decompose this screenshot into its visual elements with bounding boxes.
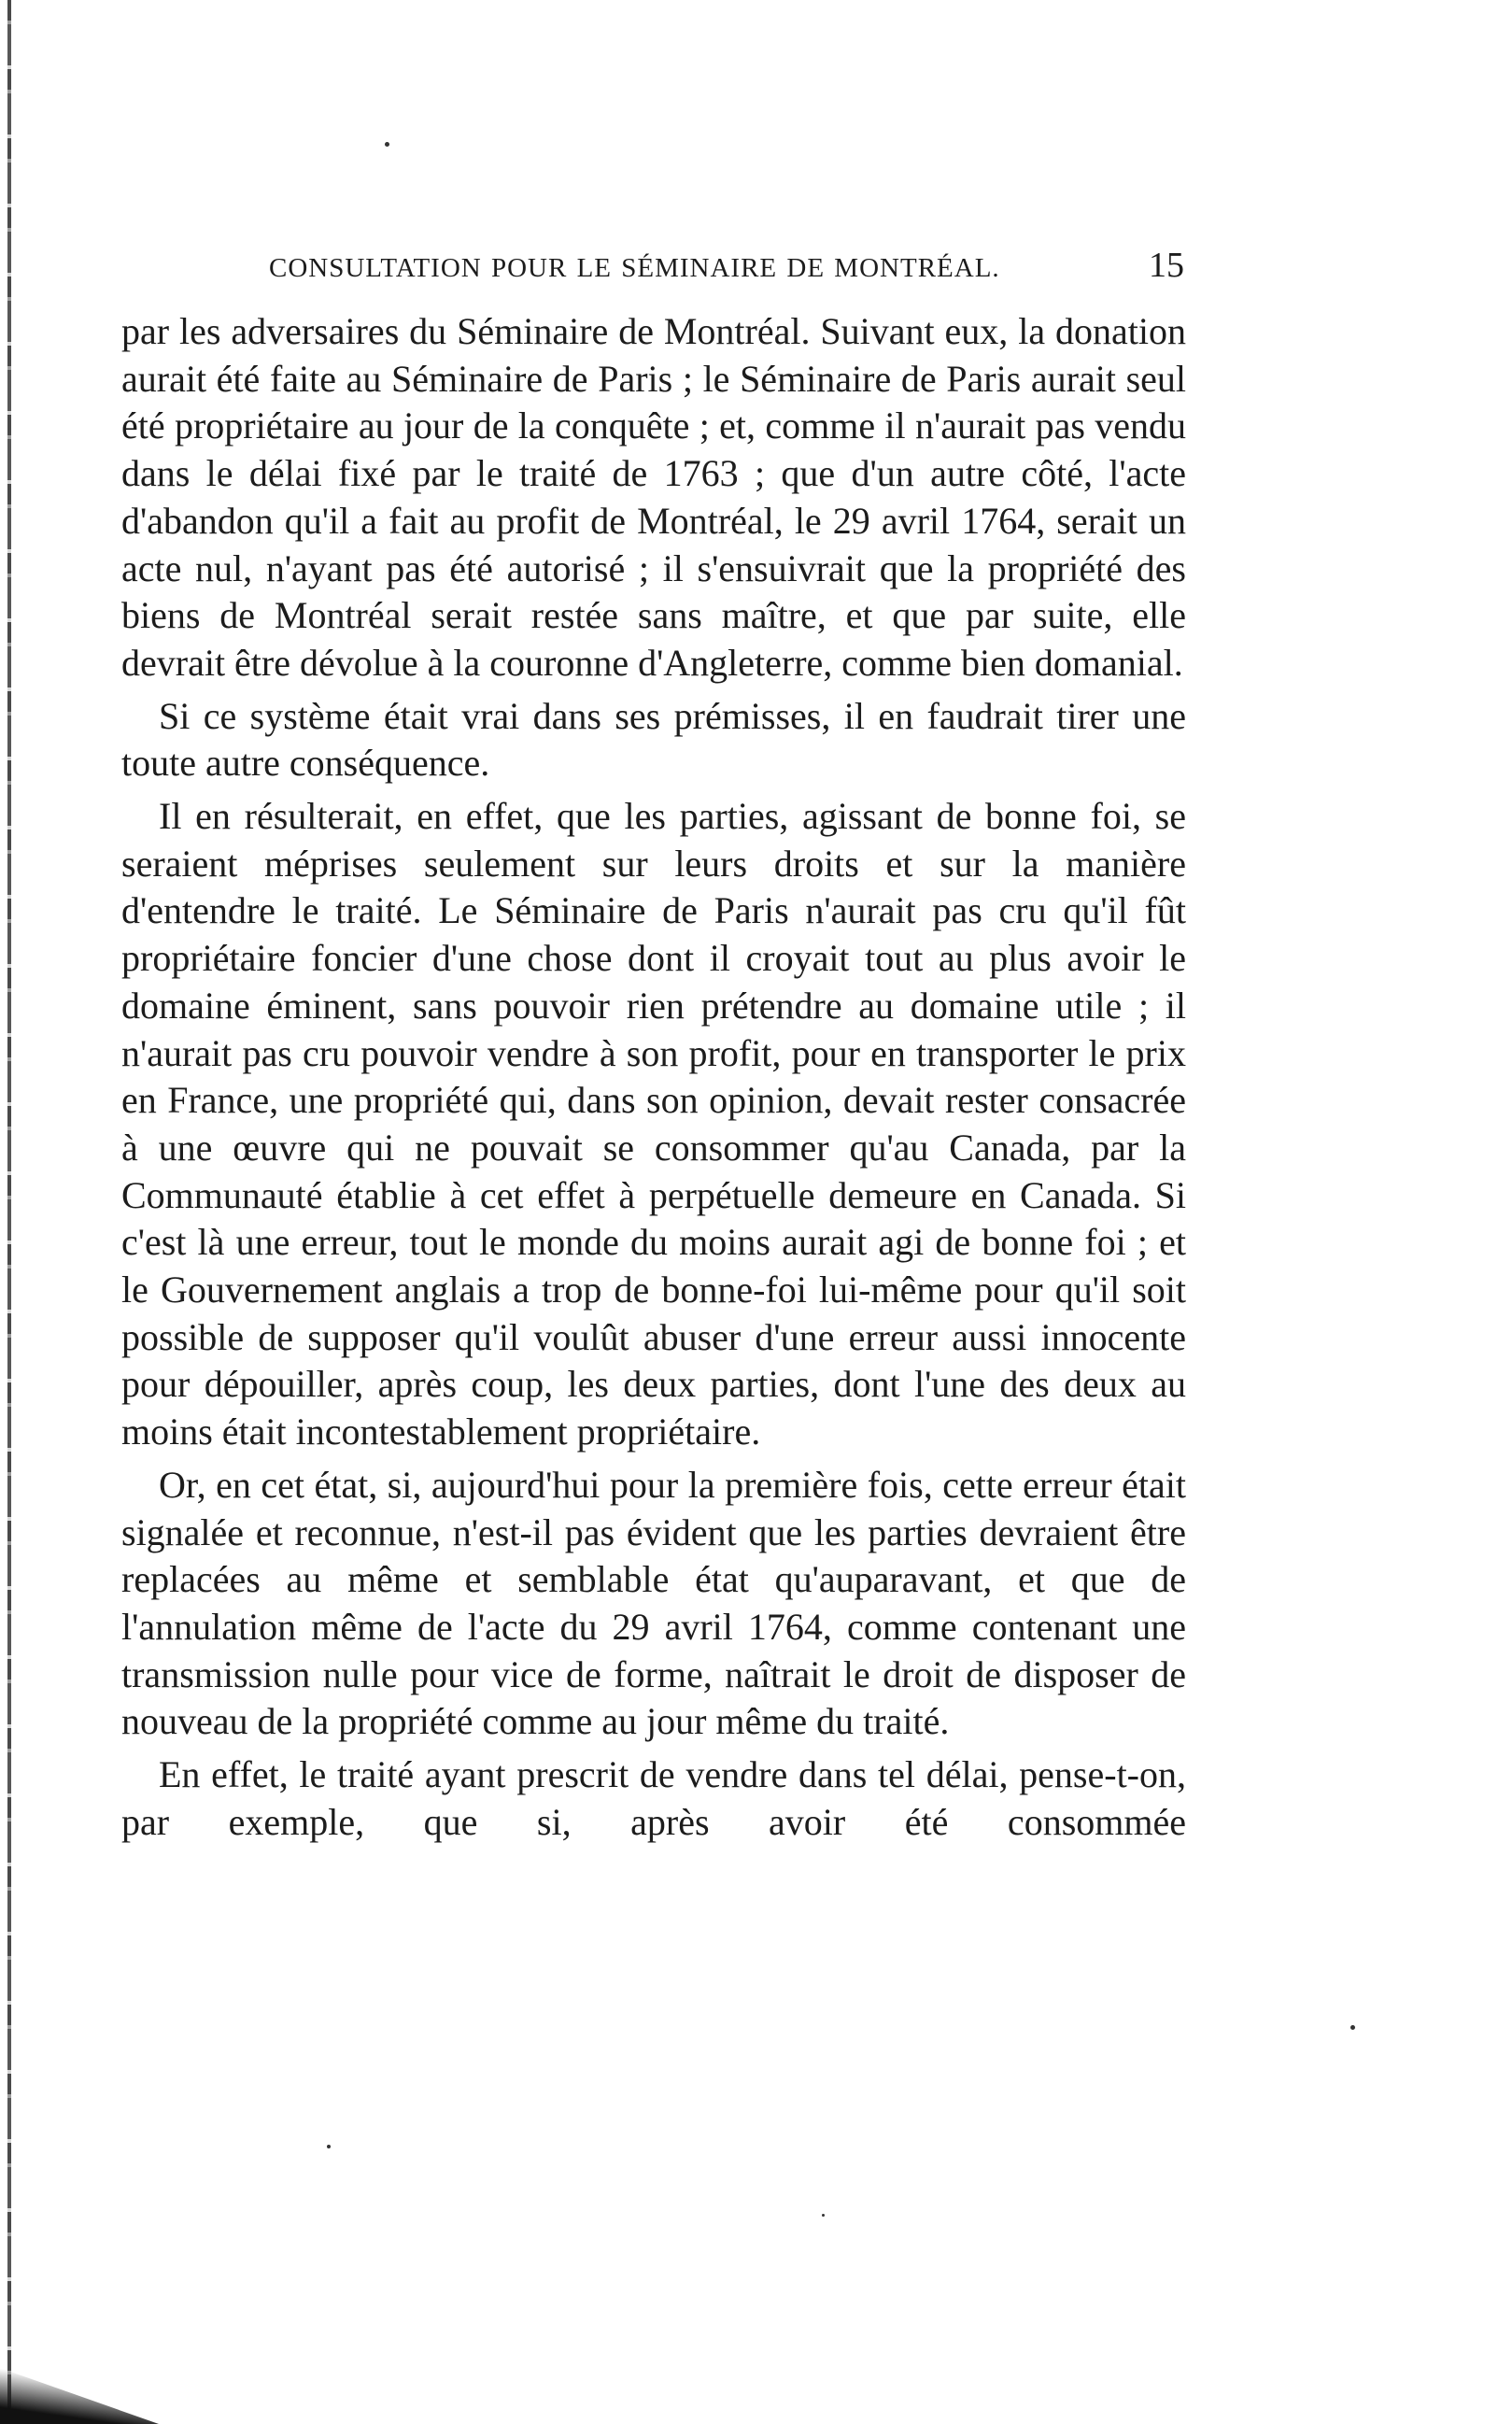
page-number: 15 xyxy=(1149,246,1184,285)
paragraph-2: Si ce système était vrai dans ses prémisses, il en faudrait tirer une toute autre conséquence. xyxy=(121,694,1186,785)
paragraph-1: par les adversaires du Séminaire de Montréal. Suivant eux, la donation aurait été faite au Séminaire de Paris ; le Séminaire de Paris aurait seul été propriétaire au jour de la conquête ; et, comme il n'aurait pas vendu dans le délai fixé par le traité de 1763 ; que d'un autre côté, l'acte d'abandon qu'il a fait au profit de Montréal, le 29 avril 1764, serait un acte nul, n'ayant pas été autorisé ; il s'ensuivrait que la propriété des biens de Montréal serait restée sans maître, et que par suite, elle devrait être dévolue à la couronne d'Angleterre, comme bien domanial. xyxy=(121,310,1186,684)
scan-corner-shadow xyxy=(0,2354,159,2424)
scan-speck xyxy=(385,142,389,147)
binding-edge xyxy=(7,0,11,2424)
body-text xyxy=(121,308,1186,1852)
scan-speck xyxy=(1350,2025,1355,2030)
paragraph-5: En effet, le traité ayant prescrit de vendre dans tel délai, pense-t-on, par exemple, que si, après avoir été consommée xyxy=(121,1753,1186,1843)
scan-speck xyxy=(327,2145,331,2148)
scan-speck xyxy=(822,2214,825,2217)
running-head: CONSULTATION POUR LE SÉMINAIRE DE MONTRÉAL. xyxy=(269,253,1000,283)
paragraph-3: Il en résulterait, en effet, que les parties, agissant de bonne foi, se seraient méprises seulement sur leurs droits et sur la manière d'entendre le traité. Le Séminaire de Paris n'aurait pas cru qu'il fût propriétaire foncier d'une chose dont il croyait tout au plus avoir le domaine éminent, sans pouvoir rien prétendre au domaine utile ; il n'aurait pas cru pouvoir vendre à son profit, pour en transporter le prix en France, une propriété qui, dans son opinion, devait rester consacrée à une œuvre qui ne pouvait se consommer qu'au Canada, par la Communauté établie à cet effet à perpétuelle demeure en Canada. Si c'est là une erreur, tout le monde du moins aurait agi de bonne foi ; et le Gouvernement anglais a trop de bonne-foi lui-même pour qu'il soit possible de supposer qu'il voulût abuser d'une erreur aussi innocente pour dépouiller, après coup, les deux parties, dont l'une des deux au moins était incontestablement propriétaire. xyxy=(121,795,1186,1453)
paragraph-4: Or, en cet état, si, aujourd'hui pour la première fois, cette erreur était signalée et reconnue, n'est-il pas évident que les parties devraient être replacées au même et semblable état qu'auparavant, et que de l'annulation même de l'acte du 29 avril 1764, comme contenant une transmission nulle pour vice de forme, naîtrait le droit de disposer de nouveau de la propriété comme au jour même du traité. xyxy=(121,1463,1186,1743)
page-header xyxy=(269,245,1184,291)
